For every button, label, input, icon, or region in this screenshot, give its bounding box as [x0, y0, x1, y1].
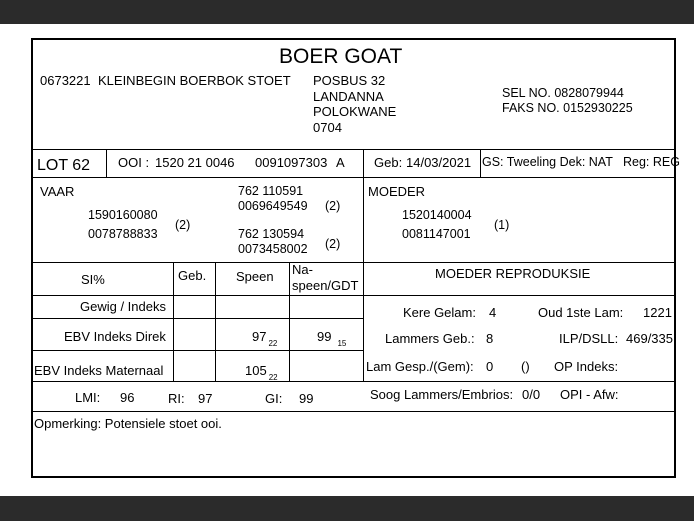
- divider-lot: [106, 149, 107, 177]
- divider-table-top: [33, 262, 674, 263]
- direk-speen-number: 97: [252, 329, 267, 344]
- row-direk-label: EBV Indeks Direk: [64, 329, 166, 344]
- card-title: BOER GOAT: [279, 45, 403, 68]
- vaar-sire-count: (2): [325, 199, 341, 213]
- direk-naspeen-number: 99: [317, 329, 332, 344]
- direk-naspeen-value: [317, 329, 347, 348]
- divider-lot-top: [33, 149, 674, 150]
- header-speen: Speen: [236, 269, 274, 284]
- address-line-2: LANDANNA: [313, 89, 384, 104]
- soog-label: Soog Lammers/Embrios:: [370, 387, 514, 402]
- opi-label: OPI - Afw:: [560, 387, 619, 402]
- moeder-label: MOEDER: [368, 184, 426, 199]
- table-row2-rule: [33, 350, 363, 351]
- gi-label: GI:: [265, 391, 283, 406]
- ri-label: RI:: [168, 391, 185, 406]
- direk-speen-value: [252, 329, 278, 348]
- repro-title: MOEDER REPRODUKSIE: [435, 266, 591, 281]
- direk-speen-sub: 22: [268, 339, 278, 348]
- maternaal-speen-sub: 22: [268, 373, 278, 382]
- bottom-dark-band: [0, 496, 694, 521]
- maternaal-speen-number: 105: [245, 363, 267, 378]
- header-naspeen-gdt: speen/GDT: [292, 278, 359, 293]
- table-col-geb: [173, 262, 174, 381]
- moeder-tag: 0081147001: [402, 227, 471, 241]
- vaar-dam-count: (2): [325, 237, 341, 251]
- vaar-id: 1590160080: [88, 208, 158, 222]
- kere-label: Kere Gelam:: [403, 305, 476, 320]
- breeder-name: KLEINBEGIN BOERBOK STOET: [98, 73, 291, 88]
- ooi-label: OOI :: [118, 155, 150, 170]
- table-header-rule: [33, 295, 363, 296]
- oud-label: Oud 1ste Lam:: [538, 305, 624, 320]
- header-naspeen: Na-: [292, 262, 313, 277]
- row-gewig-label: Gewig / Indeks: [80, 299, 166, 314]
- ilp-label: ILP/DSLL:: [559, 331, 619, 346]
- cell-number: SEL NO. 0828079944: [502, 86, 624, 100]
- vaar-tag: 0078788833: [88, 227, 158, 241]
- lot-card: [31, 38, 680, 478]
- ri-value: 97: [198, 391, 213, 406]
- op-indeks-label: OP Indeks:: [554, 359, 619, 374]
- lammers-label: Lammers Geb.:: [385, 331, 475, 346]
- divider-birth: [363, 149, 364, 177]
- kere-value: 4: [489, 305, 497, 320]
- ilp-value: 469/335: [626, 331, 673, 346]
- lmi-label: LMI:: [75, 390, 101, 405]
- fax-number: FAKS NO. 0152930225: [502, 101, 633, 115]
- address-line-1: POSBUS 32: [313, 73, 386, 88]
- birth-date: 14/03/2021: [406, 155, 472, 170]
- moeder-count: (1): [494, 218, 510, 232]
- direk-naspeen-sub: 15: [337, 339, 347, 348]
- header-geb: Geb.: [178, 268, 207, 283]
- table-col-right: [363, 262, 364, 381]
- table-row1-rule: [33, 318, 363, 319]
- divider-remark: [33, 411, 674, 412]
- vaar-sire-tag: 0069649549: [238, 199, 308, 213]
- lamgesp-value: 0: [486, 359, 494, 374]
- repro-header-rule: [363, 295, 674, 296]
- registration: Reg: REG: [623, 155, 680, 169]
- lmi-value: 96: [120, 390, 135, 405]
- remark: Opmerking: Potensiele stoet ooi.: [34, 416, 222, 431]
- vaar-count: (2): [175, 218, 191, 232]
- breeder-number: 0673221: [40, 73, 91, 88]
- divider-pedigree-top: [33, 177, 674, 178]
- gs-info: GS: Tweeling Dek: NAT: [482, 155, 613, 169]
- birth-label: Geb:: [374, 155, 403, 170]
- lot-number: LOT 62: [37, 157, 91, 174]
- ooi-id: 1520 21 0046: [155, 155, 235, 170]
- vaar-dam-tag: 0073458002: [238, 242, 308, 256]
- ooi-tag: 0091097303: [255, 155, 328, 170]
- address-line-4: 0704: [313, 120, 342, 135]
- gi-value: 99: [299, 391, 314, 406]
- divider-pedigree: [363, 177, 364, 262]
- oud-value: 1221: [643, 305, 672, 320]
- header-si: SI%: [81, 272, 105, 287]
- vaar-dam-id: 762 130594: [238, 227, 305, 241]
- table-bottom-rule: [33, 381, 674, 382]
- top-dark-band: [0, 0, 694, 24]
- address-line-3: POLOKWANE: [313, 104, 397, 119]
- ooi-grade: A: [336, 155, 345, 170]
- lamgesp-paren: (): [521, 359, 530, 374]
- vaar-label: VAAR: [40, 184, 75, 199]
- row-maternaal-label: EBV Indeks Maternaal: [34, 363, 164, 378]
- soog-value: 0/0: [522, 387, 541, 402]
- table-col-speen: [215, 262, 216, 381]
- lammers-value: 8: [486, 331, 494, 346]
- table-col-naspeen: [289, 262, 290, 381]
- lamgesp-label: Lam Gesp./(Gem):: [366, 359, 474, 374]
- vaar-sire-id: 762 110591: [238, 184, 304, 198]
- maternaal-speen-value: [245, 363, 278, 382]
- divider-gs: [480, 149, 481, 177]
- moeder-id: 1520140004: [402, 208, 472, 222]
